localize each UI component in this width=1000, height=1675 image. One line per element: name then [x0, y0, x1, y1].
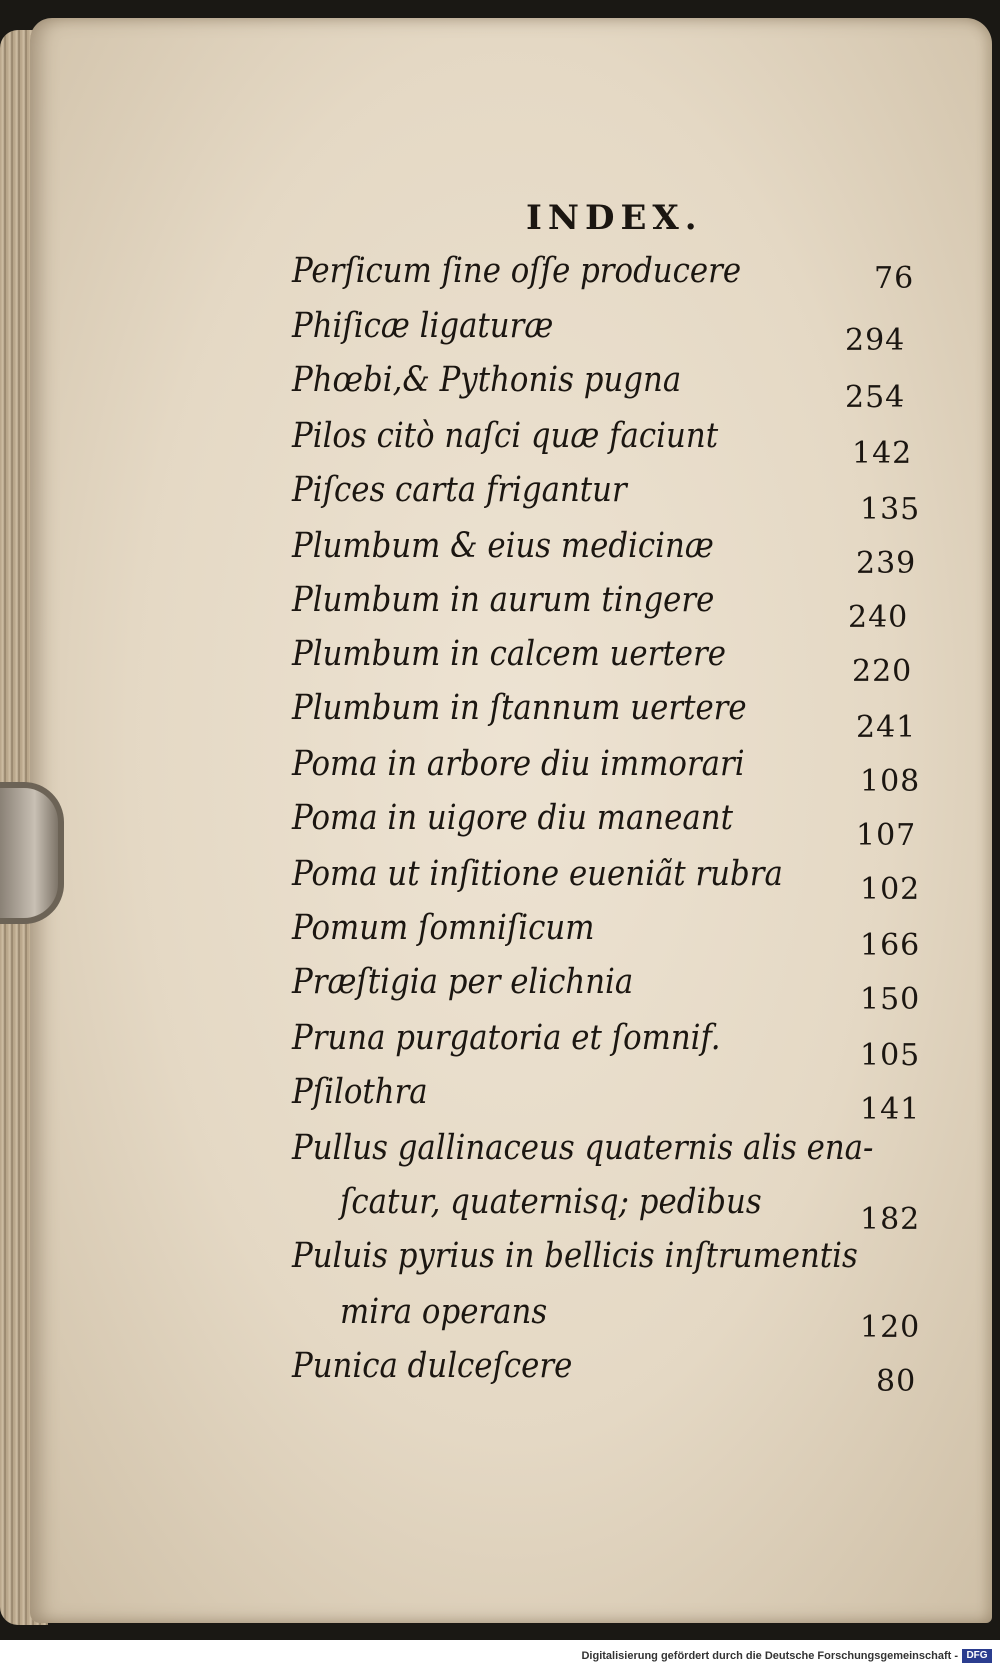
- index-entry-text: Poma ut inſitione eueniãt rubra: [292, 854, 783, 894]
- index-entry-page: 239: [856, 546, 917, 581]
- index-entry-page: 166: [860, 928, 921, 963]
- index-entry-page: 105: [860, 1038, 921, 1073]
- index-entry-text: Piſces carta frigantur: [292, 470, 627, 510]
- index-entry-page: 142: [852, 436, 913, 471]
- index-entry-page: 182: [860, 1202, 921, 1237]
- index-entry-text: Plumbum in calcem uertere: [292, 634, 726, 674]
- index-entry-text: Phiſicæ ligaturæ: [292, 306, 554, 346]
- index-entry-page: 102: [860, 872, 921, 907]
- index-entry-text: Poma in uigore diu maneant: [292, 798, 733, 838]
- footer-bar: [0, 1640, 1000, 1675]
- index-entry-text: Perſicum ſine oſſe producere: [292, 251, 742, 291]
- book-page: [30, 18, 992, 1623]
- funding-credit: Digitalisierung gefördert durch die Deutsche Forschungsgemeinschaft -: [581, 1650, 958, 1662]
- index-entry-text: Plumbum in aurum tingere: [292, 580, 715, 620]
- book-clasp: [0, 782, 64, 924]
- index-entry-page: 76: [874, 261, 915, 296]
- index-entry-text: Plumbum in ſtannum uertere: [292, 688, 747, 728]
- index-entry-page: 294: [845, 323, 906, 358]
- index-entry-text: Præſtigia per elichnia: [292, 962, 634, 1002]
- index-entry-text: Pruna purgatoria et ſomnif.: [292, 1018, 721, 1058]
- index-entry-text: Pomum ſomniſicum: [292, 908, 595, 948]
- dfg-logo: DFG: [962, 1649, 992, 1663]
- index-entry-text: ſcatur, quaternisq; pedibus: [340, 1182, 762, 1222]
- index-entry-text: Puluis pyrius in bellicis inſtrumentis: [292, 1236, 858, 1276]
- index-entry-page: 107: [856, 818, 917, 853]
- index-entry-text: mira operans: [340, 1292, 548, 1332]
- index-entry-page: 220: [852, 654, 913, 689]
- index-entry-text: Punica dulceſcere: [292, 1346, 573, 1386]
- index-entry-page: 108: [860, 764, 921, 799]
- index-entry-text: Plumbum & eius medicinæ: [292, 526, 714, 566]
- index-entry-text: Pullus gallinaceus quaternis alis ena-: [292, 1128, 874, 1168]
- index-entry-text: Pilos citò naſci quæ faciunt: [292, 416, 719, 456]
- index-entry-page: 120: [860, 1310, 921, 1345]
- index-entry-page: 254: [845, 380, 906, 415]
- index-heading: INDEX.: [526, 198, 703, 238]
- index-entry-page: 80: [876, 1364, 917, 1399]
- index-entry-text: Poma in arbore diu immorari: [292, 744, 745, 784]
- index-entry-page: 240: [848, 600, 909, 635]
- index-entry-page: 141: [860, 1092, 921, 1127]
- index-entry-text: Phœbi,& Pythonis pugna: [292, 360, 682, 400]
- index-entry-page: 135: [860, 492, 921, 527]
- index-entry-page: 241: [856, 710, 917, 745]
- index-entry-page: 150: [860, 982, 921, 1017]
- index-entry-text: Pſilothra: [292, 1072, 428, 1112]
